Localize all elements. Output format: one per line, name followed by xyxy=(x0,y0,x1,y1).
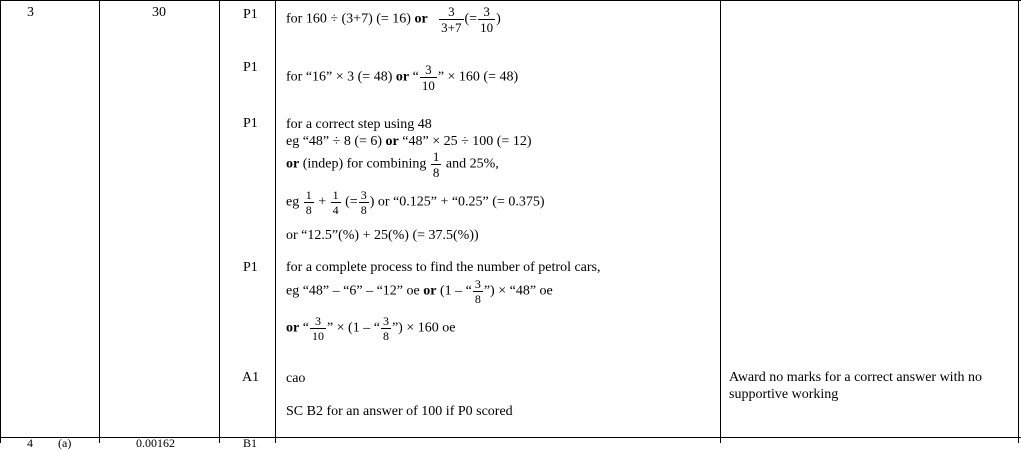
col-border-1 xyxy=(99,0,100,443)
step-text: + xyxy=(314,194,330,210)
mark-code: A1 xyxy=(242,370,260,385)
fraction: $\frac{3}{10}$ xyxy=(311,314,324,343)
row-border-top xyxy=(0,0,1021,1)
or-keyword: or xyxy=(423,283,437,299)
col-border-2 xyxy=(219,0,220,443)
fraction: $\frac{3}{8}$ xyxy=(382,314,389,343)
or-keyword: or xyxy=(286,156,300,172)
step-text: for “16” × 3 (= 48) xyxy=(286,69,396,85)
step-line xyxy=(286,189,544,216)
step-text: for a correct step using 48 xyxy=(286,117,432,132)
next-question-part: (a) xyxy=(58,436,72,450)
step-text: “ xyxy=(299,320,309,336)
col-border-right xyxy=(1018,0,1019,443)
guidance-text: supportive working xyxy=(729,387,839,402)
mark-code: P1 xyxy=(243,260,258,275)
step-text: for a complete process to find the number of petrol cars, xyxy=(286,260,601,275)
or-keyword: or xyxy=(385,134,399,149)
guidance-text: Award no marks for a correct answer with no xyxy=(729,370,982,385)
fraction: $\frac{3}{8}$ xyxy=(474,277,481,306)
step-text: cao xyxy=(286,371,306,386)
step-line xyxy=(286,278,553,305)
or-keyword: or xyxy=(395,69,410,85)
step-text: and 25%, xyxy=(442,156,499,172)
step-text: eg “48” ÷ 8 (= 6) xyxy=(286,134,386,149)
step-line xyxy=(286,63,518,92)
step-text: (indep) for combining xyxy=(299,156,430,172)
step-text: (= xyxy=(341,194,358,210)
step-text: ” × 160 (= 48) xyxy=(437,69,519,85)
next-answer-value: 0.00162 xyxy=(136,436,175,450)
or-keyword: or xyxy=(286,320,300,336)
fraction: $\frac{3}{10}$ xyxy=(480,4,494,35)
step-text: eg “48” – “6” – “12” oe xyxy=(286,283,424,299)
question-number: 3 xyxy=(27,5,34,20)
step-line xyxy=(286,150,499,179)
step-line xyxy=(286,315,455,342)
step-line xyxy=(286,5,501,34)
step-text: or “12.5”(%) + 25(%) (= 37.5(%)) xyxy=(286,228,479,243)
step-text: SC B2 for an answer of 100 if P0 scored xyxy=(286,404,513,419)
answer-value: 30 xyxy=(152,5,166,20)
step-text: ” × (1 – “ xyxy=(326,320,380,336)
fraction: $\frac{1}{8}$ xyxy=(305,188,312,217)
fraction: $\frac{1}{4}$ xyxy=(332,188,339,217)
step-text: ) xyxy=(496,11,501,27)
or-keyword: or xyxy=(414,11,428,27)
step-text: (= xyxy=(464,11,478,27)
step-line xyxy=(286,134,532,150)
step-text: ”) × 160 oe xyxy=(391,320,456,336)
col-border-left xyxy=(0,0,1,443)
step-text: “48” × 25 ÷ 100 (= 12) xyxy=(398,134,532,149)
mark-code: P1 xyxy=(243,116,258,131)
fraction: $\frac{3}{3+7}$ xyxy=(441,4,462,35)
step-text: ) or “0.125” + “0.25” (= 0.375) xyxy=(369,194,545,210)
step-text: “ xyxy=(409,69,419,85)
mark-code: P1 xyxy=(243,60,258,75)
step-text: eg xyxy=(286,194,303,210)
fraction: $\frac{1}{8}$ xyxy=(432,149,440,180)
step-text: (1 – “ xyxy=(436,283,472,299)
fraction: $\frac{3}{10}$ xyxy=(421,62,435,93)
step-text: ”) × “48” oe xyxy=(483,283,553,299)
step-text: for 160 ÷ (3+7) (= 16) xyxy=(286,11,415,27)
col-border-3 xyxy=(275,0,276,443)
fraction: $\frac{3}{8}$ xyxy=(360,188,367,217)
col-border-4 xyxy=(720,0,721,443)
next-mark-code: B1 xyxy=(243,436,258,450)
mark-code: P1 xyxy=(243,7,258,22)
next-question-number: 4 xyxy=(27,436,33,450)
